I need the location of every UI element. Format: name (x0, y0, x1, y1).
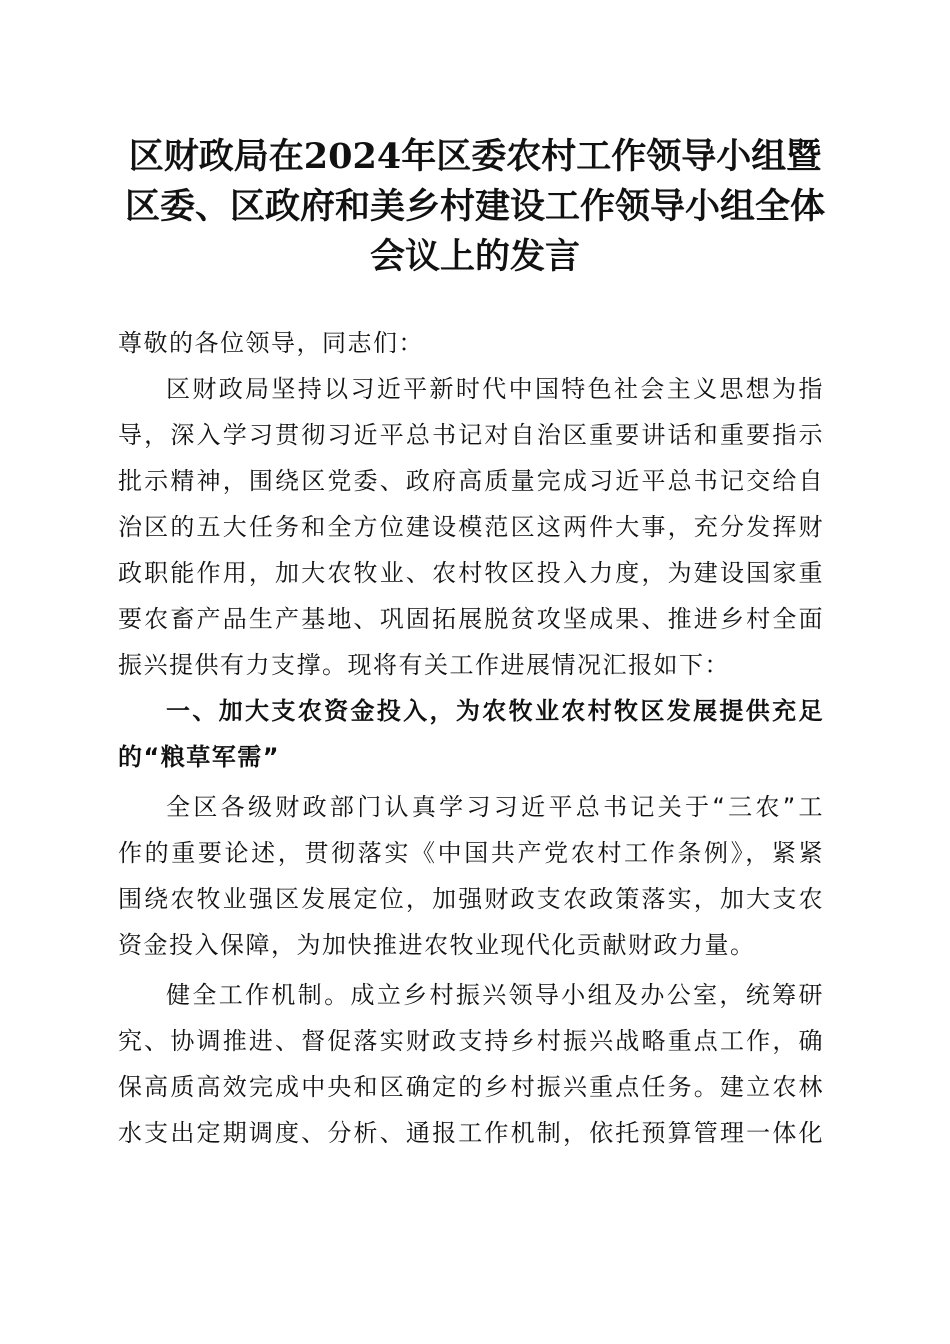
section-paragraph (118, 784, 824, 968)
document-body (118, 320, 824, 1156)
paragraph-line: 全区各级财政部门认真学习习近平总书记关于“三农”工 (166, 793, 824, 821)
title-line: 区委、区政府和美乡村建设工作领导小组全体 (124, 186, 825, 227)
paragraph-line: 健全工作机制。成立乡村振兴领导小组及办公室，统筹研 (166, 981, 824, 1009)
heading-line: 一、加大支农资金投入，为农牧业农村牧区发展提供充足 (166, 697, 824, 725)
paragraph-line: 导，深入学习贯彻习近平总书记对自治区重要讲话和重要指示 (118, 421, 824, 449)
paragraph-line: 政职能作用，加大农牧业、农村牧区投入力度，为建设国家重 (118, 559, 824, 587)
intro-paragraph (118, 366, 824, 688)
paragraph-line: 批示精神，围绕区党委、政府高质量完成习近平总书记交给自 (118, 467, 824, 495)
section-heading (118, 688, 824, 780)
salutation: 尊敬的各位领导，同志们： (118, 329, 424, 357)
paragraph-line: 区财政局坚持以习近平新时代中国特色社会主义思想为指 (166, 375, 824, 403)
paragraph-line: 究、协调推进、督促落实财政支持乡村振兴战略重点工作，确 (118, 1027, 824, 1055)
paragraph-line: 资金投入保障，为加快推进农牧业现代化贡献财政力量。 (118, 931, 756, 959)
heading-line: 的“粮草军需” (118, 743, 281, 771)
paragraph-line: 作的重要论述，贯彻落实《中国共产党农村工作条例》，紧紧 (118, 839, 824, 867)
paragraph-line: 水支出定期调度、分析、通报工作机制，依托预算管理一体化 (118, 1119, 824, 1147)
section-paragraph (118, 972, 824, 1156)
title-line: 会议上的发言 (369, 236, 580, 277)
paragraph-line: 要农畜产品生产基地、巩固拓展脱贫攻坚成果、推进乡村全面 (118, 605, 824, 633)
document-title (110, 132, 840, 282)
paragraph-line: 围绕农牧业强区发展定位，加强财政支农政策落实，加大支农 (118, 885, 824, 913)
paragraph-line: 振兴提供有力支撑。现将有关工作进展情况汇报如下： (118, 651, 730, 679)
paragraph-line: 治区的五大任务和全方位建设模范区这两件大事，充分发挥财 (118, 513, 824, 541)
title-line: 区财政局在2024年区委农村工作领导小组暨 (128, 136, 822, 177)
paragraph-line: 保高质高效完成中央和区确定的乡村振兴重点任务。建立农林 (118, 1073, 824, 1101)
